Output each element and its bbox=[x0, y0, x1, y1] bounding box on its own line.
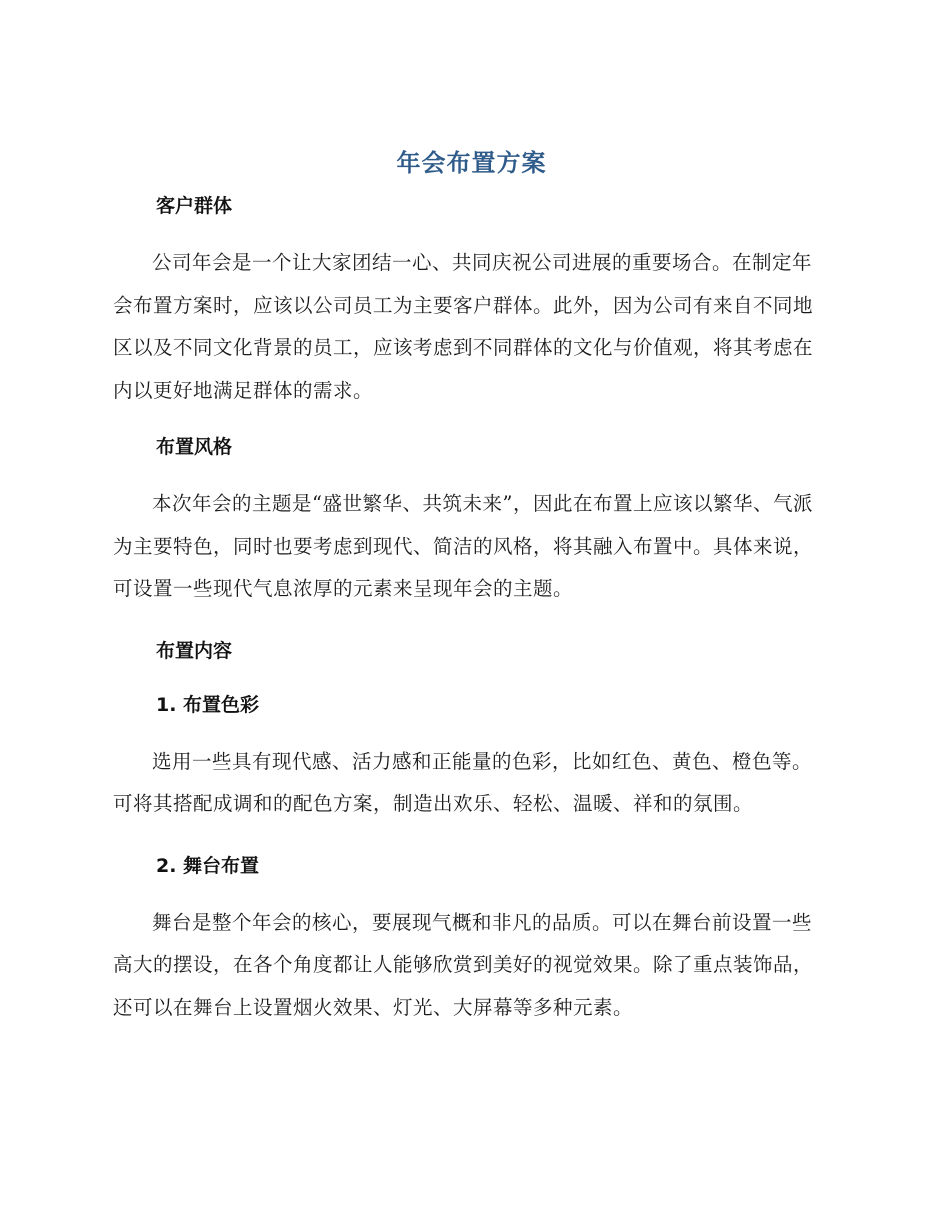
section-heading-layout-style: 布置风格 bbox=[156, 436, 233, 458]
section-heading-customer-group: 客户群体 bbox=[156, 195, 233, 217]
paragraph-stage: 舞台是整个年会的核心，要展现气概和非凡的品质。可以在舞台前设置一些高大的摆设，在各个角度都让人能够欣赏到美好的视觉效果。除了重点装饰品，还可以在舞台上设置烟火效果、灯光、大屏幕等多种元素。 bbox=[113, 910, 814, 1019]
paragraph-colors: 选用一些具有现代感、活力感和正能量的色彩，比如红色、黄色、橙色等。可将其搭配成调和的配色方案，制造出欢乐、轻松、温暖、祥和的氛围。 bbox=[113, 749, 813, 815]
paragraph-customer-group: 公司年会是一个让大家团结一心、共同庆祝公司进展的重要场合。在制定年会布置方案时，应该以公司员工为主要客户群体。此外，因为公司有来自不同地区以及不同文化背景的员工，应该考虑到不同群体的文化与价值观，将其考虑在内以更好地满足群体的需求。 bbox=[113, 251, 814, 402]
document-title: 年会布置方案 bbox=[396, 149, 547, 177]
subsection-heading-stage: 2. 舞台布置 bbox=[156, 854, 260, 877]
subsection-heading-colors: 1. 布置色彩 bbox=[156, 693, 260, 716]
section-heading-layout-content: 布置内容 bbox=[156, 639, 233, 662]
paragraph-layout-style: 本次年会的主题是“盛世繁华、共筑未来”，因此在布置上应该以繁华、气派为主要特色，同时也要考虑到现代、简洁的风格，将其融入布置中。具体来说，可设置一些现代气息浓厚的元素来呈现年会的主题。 bbox=[113, 492, 814, 600]
